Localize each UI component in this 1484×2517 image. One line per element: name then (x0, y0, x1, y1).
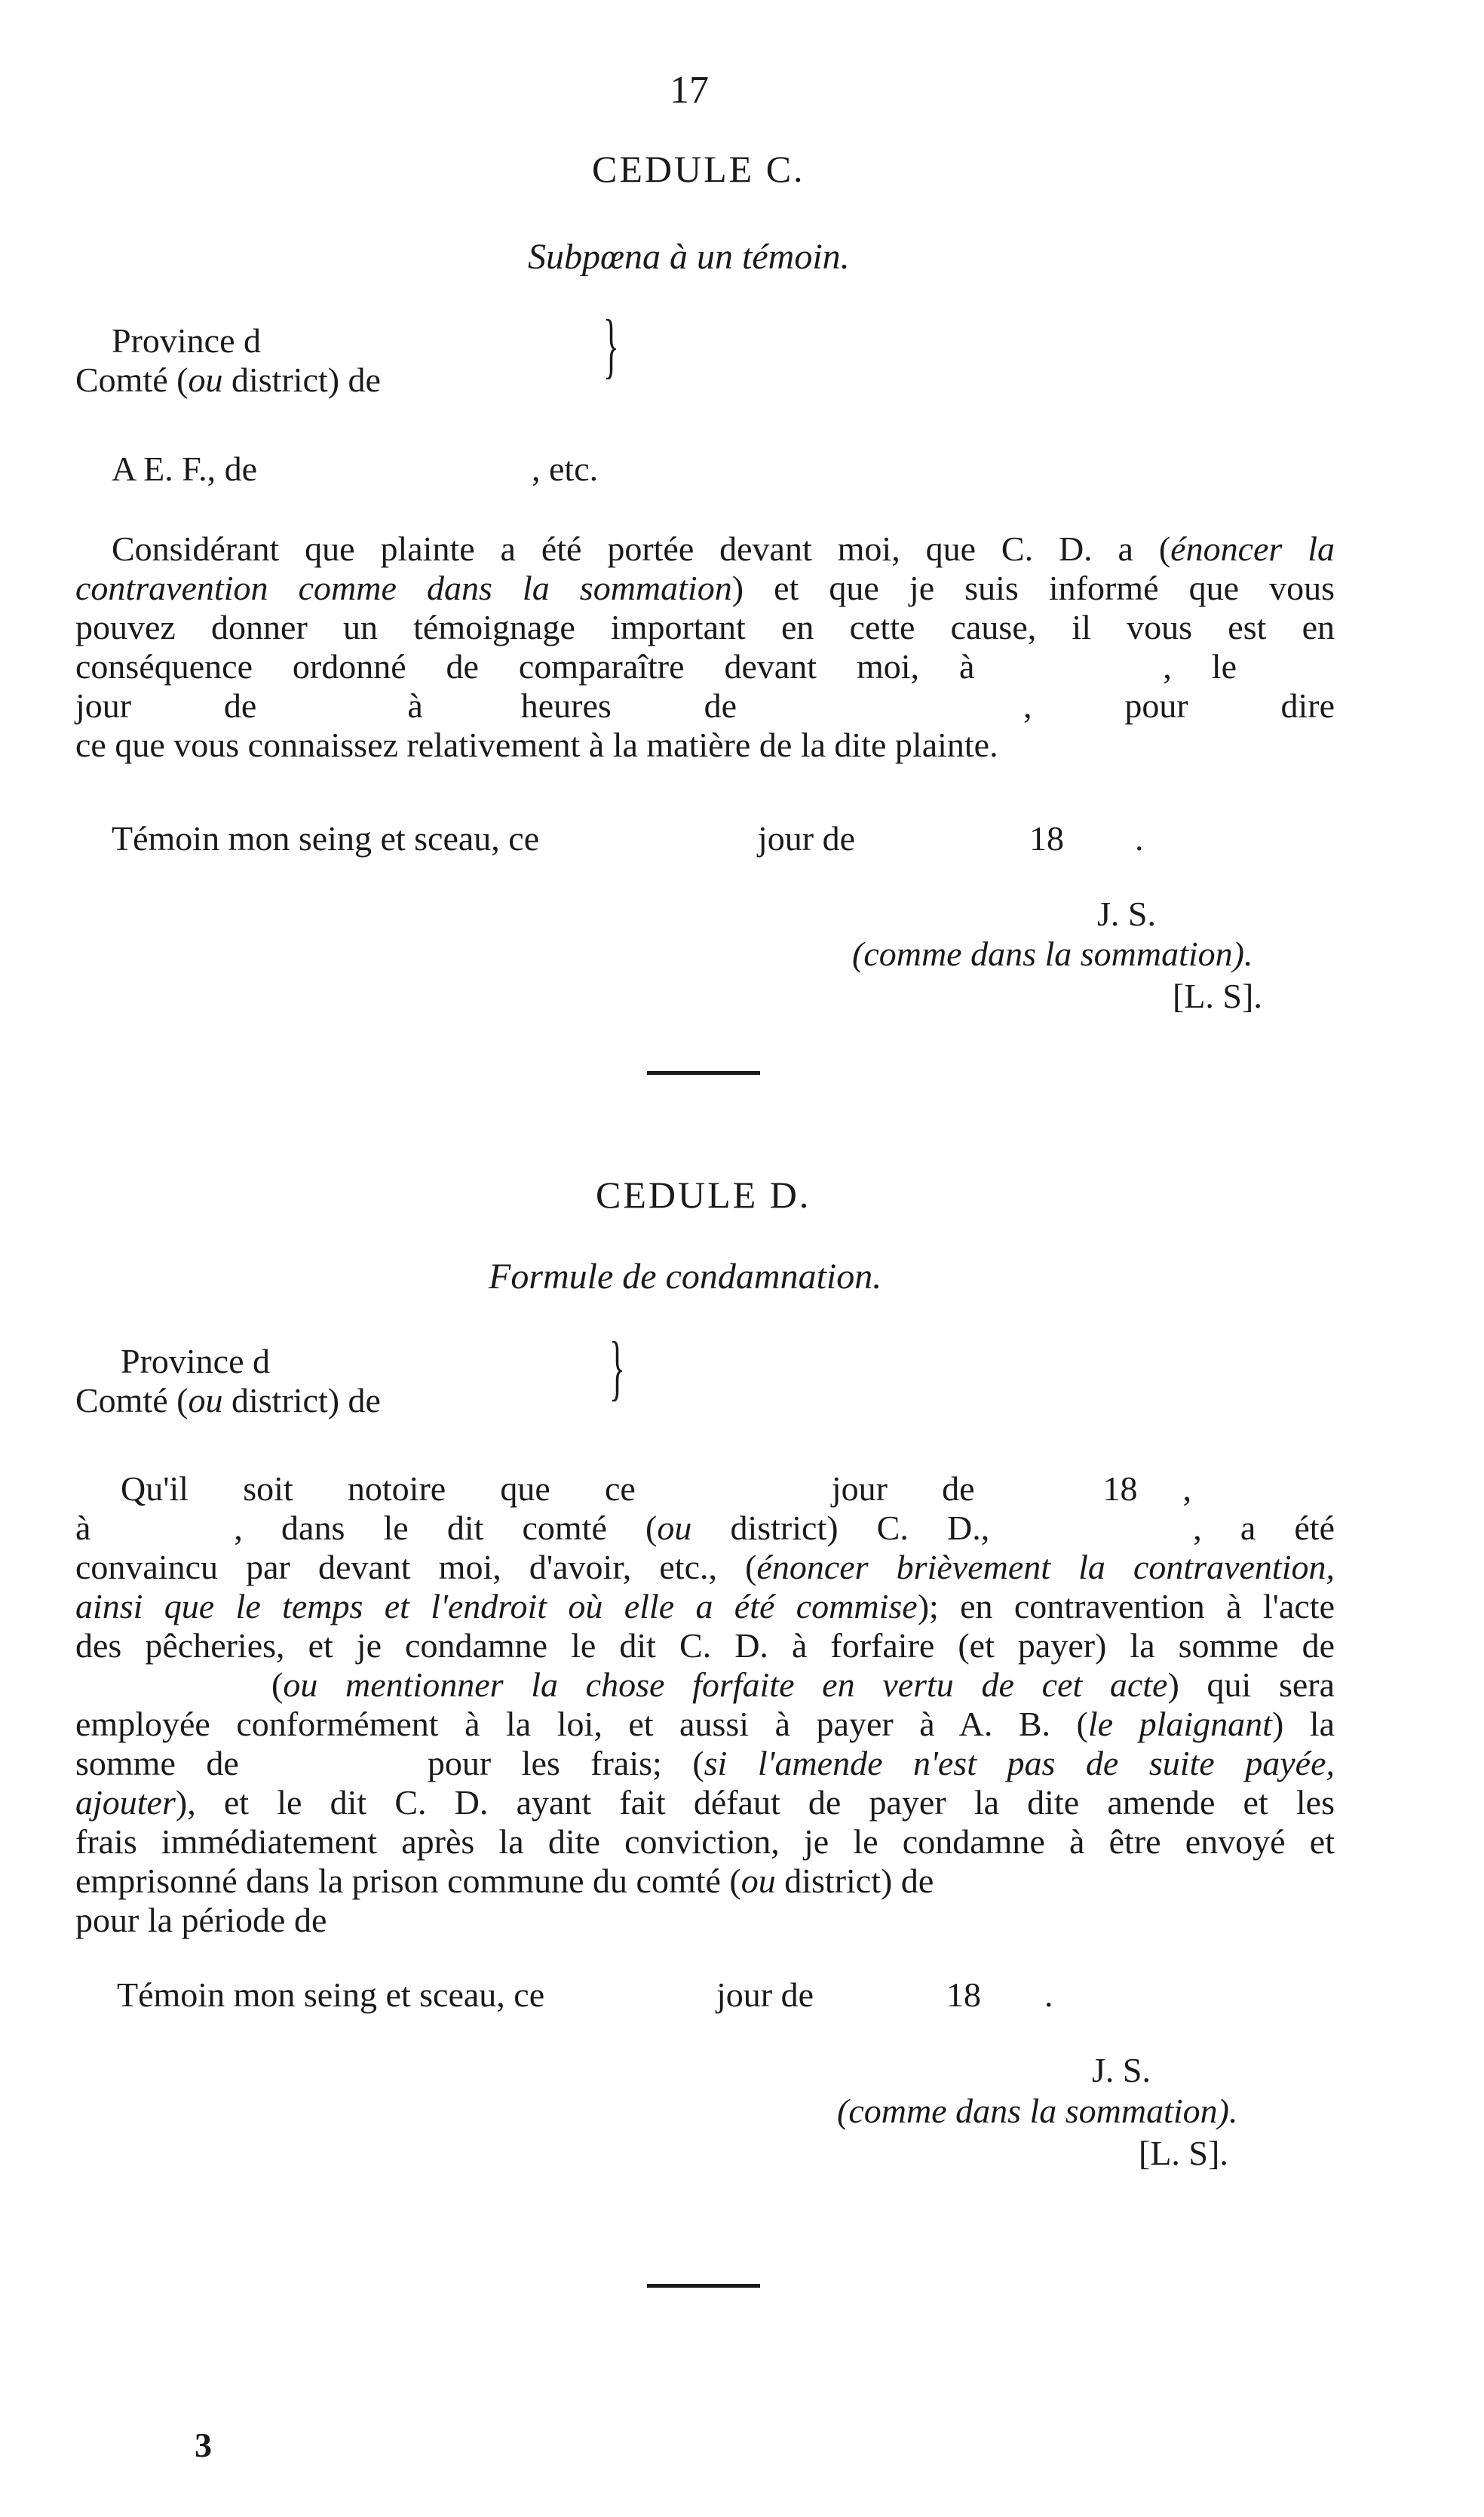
schedule-c-witness-end: . (1135, 819, 1144, 858)
schedule-c-subtitle: Subpœna à un témoin. (528, 237, 850, 277)
schedule-d-body-line-3: convaincu par devant moi, d'avoir, etc., (énoncer brièvement la contravention, (75, 1548, 1335, 1586)
schedule-d-seal: [L. S]. (1139, 2134, 1228, 2172)
schedule-d-province-line: Province d (121, 1342, 271, 1380)
schedule-d-body-line-12: pour la période de (75, 1901, 327, 1939)
schedule-d-witness: Témoin mon seing et sceau, ce (117, 1975, 545, 2014)
schedule-c-witness: Témoin mon seing et sceau, ce (112, 819, 540, 858)
schedule-c-signature-note: (comme dans la sommation). (852, 935, 1253, 973)
schedule-c-body-line-3: pouvez donner un témoignage important en cette cause, il vous est en (75, 608, 1335, 646)
page-number: 17 (670, 69, 709, 112)
schedule-c-addressee: A E. F., de (112, 450, 258, 488)
schedule-d-signature-note: (comme dans la sommation). (837, 2092, 1238, 2130)
schedule-c-body-line-5: jour de à heures de , pour dire (75, 686, 1335, 725)
section-divider (647, 1071, 760, 1075)
schedule-d-brace: } (609, 1327, 625, 1407)
schedule-d-witness-year: 18 (946, 1975, 981, 2014)
schedule-c-signature-name: J. S. (1097, 895, 1156, 933)
schedule-d-body-line-8: somme de pour les frais; (si l'amende n'est pas de suite payée, (75, 1744, 1335, 1782)
end-divider (647, 2284, 760, 2288)
schedule-c-body-line-2: contravention comme dans la sommation) et que je suis informé que vous (75, 569, 1335, 607)
schedule-d-subtitle: Formule de condamnation. (489, 1257, 882, 1297)
schedule-d-body (75, 1469, 1335, 1940)
schedule-c-body-line-4: conséquence ordonné de comparaître devant moi, à , le (75, 647, 1237, 686)
schedule-d-title: CEDULE D. (596, 1174, 811, 1216)
footer-signature-mark: 3 (195, 2426, 212, 2464)
schedule-d-county-line: Comté (ou district) de (75, 1381, 381, 1420)
schedule-c-brace: } (603, 305, 619, 385)
schedule-d-body-line-4: ainsi que le temps et l'endroit où elle a été commise); en contravention à l'acte (75, 1587, 1335, 1625)
schedule-d-body-line-2: à , dans le dit comté (ou district) C. D., , a été (75, 1509, 1335, 1547)
schedule-d-witness-day: jour de (716, 1975, 814, 2014)
schedule-d-witness-end: . (1044, 1975, 1053, 2014)
schedule-c-addressee-etc: , etc. (532, 450, 599, 488)
schedule-c-title: CEDULE C. (592, 148, 805, 190)
schedule-c-seal: [L. S]. (1173, 977, 1262, 1015)
schedule-c-witness-year: 18 (1029, 819, 1064, 858)
schedule-d-body-line-1: Qu'il soit notoire que ce jour de 18 , (121, 1469, 1192, 1508)
schedule-c-province-line: Province d (112, 321, 262, 360)
schedule-c-body-line-1: Considérant que plainte a été portée devant moi, que C. D. a (énoncer la (112, 529, 1335, 568)
schedule-c-witness-day: jour de (758, 819, 856, 858)
schedule-d-body-line-7: employée conformément à la loi, et aussi à payer à A. B. (le plaignant) la (75, 1705, 1335, 1743)
schedule-d-signature-name: J. S. (1092, 2051, 1151, 2089)
schedule-d-body-line-9: ajouter), et le dit C. D. ayant fait défaut de payer la dite amende et les (75, 1783, 1335, 1822)
schedule-c-body (75, 529, 1335, 765)
schedule-d-body-line-5: des pêcheries, et je condamne le dit C. D. à forfaire (et payer) la somme de (75, 1626, 1335, 1665)
schedule-d-body-line-11: emprisonné dans la prison commune du comté (ou district) de (75, 1862, 934, 1900)
schedule-d-body-line-6: (ou mentionner la chose forfaite en vertu de cet acte) qui sera (271, 1665, 1335, 1704)
schedule-c-county-line: Comté (ou district) de (75, 361, 381, 399)
schedule-c-body-line-6: ce que vous connaissez relativement à la matière de la dite plainte. (75, 726, 998, 764)
schedule-d-body-line-10: frais immédiatement après la dite conviction, je le condamne à être envoyé et (75, 1822, 1335, 1861)
